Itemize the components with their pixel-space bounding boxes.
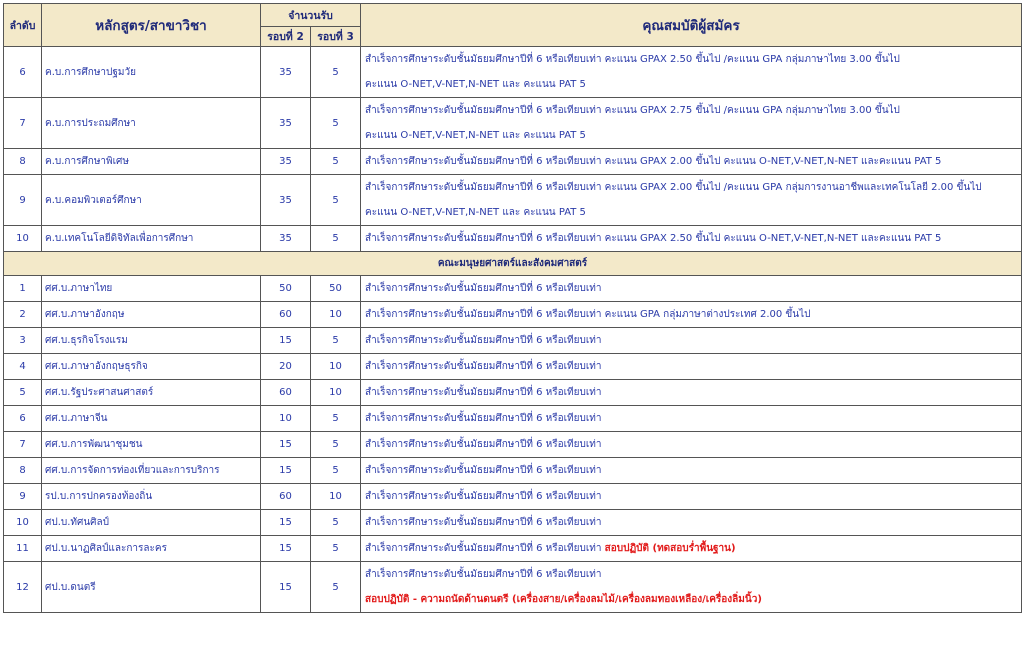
row-round2: 50 xyxy=(261,276,311,302)
row-round3: 5 xyxy=(311,406,361,432)
row-round3: 5 xyxy=(311,432,361,458)
row-program: ศศ.บ.ภาษาจีน xyxy=(42,406,261,432)
table-row xyxy=(4,149,1022,175)
row-qualification: สำเร็จการศึกษาระดับชั้นมัธยมศึกษาปีที่ 6 หรือเทียบเท่า xyxy=(361,406,1022,432)
header-no: ลำดับ xyxy=(4,4,42,47)
row-program: ศป.บ.ทัศนศิลป์ xyxy=(42,510,261,536)
row-round3: 5 xyxy=(311,226,361,252)
row-round2: 60 xyxy=(261,380,311,406)
row-round2: 35 xyxy=(261,47,311,98)
row-round3: 5 xyxy=(311,175,361,226)
qualification-line-1: สำเร็จการศึกษาระดับชั้นมัธยมศึกษาปีที่ 6 หรือเทียบเท่า คะแนน GPAX 2.00 ขึ้นไป /คะแนน GPA กลุ่มการงานอาชีพและเทคโนโลยี 2.00 ขึ้นไป xyxy=(365,182,982,193)
row-round2: 35 xyxy=(261,175,311,226)
row-round2: 15 xyxy=(261,458,311,484)
qualification-line-2: คะแนน O-NET,V-NET,N-NET และ คะแนน PAT 5 xyxy=(365,79,586,90)
row-program: ศศ.บ.ภาษาอังกฤษธุรกิจ xyxy=(42,354,261,380)
table-row xyxy=(4,302,1022,328)
row-round3: 5 xyxy=(311,47,361,98)
qualification-line-2: คะแนน O-NET,V-NET,N-NET และ คะแนน PAT 5 xyxy=(365,130,586,141)
row-qualification xyxy=(361,47,1022,98)
row-no: 3 xyxy=(4,328,42,354)
header-program: หลักสูตร/สาขาวิชา xyxy=(42,4,261,47)
row-no: 10 xyxy=(4,510,42,536)
row-round3: 5 xyxy=(311,536,361,562)
table-row xyxy=(4,328,1022,354)
row-program: ศศ.บ.ภาษาอังกฤษ xyxy=(42,302,261,328)
header-round3: รอบที่ 3 xyxy=(311,27,361,47)
row-round3: 5 xyxy=(311,98,361,149)
row-qualification xyxy=(361,562,1022,613)
practical-exam-note: สอบปฏิบัติ - ความถนัดด้านดนตรี (เครื่องสาย/เครื่องลมไม้/เครื่องลมทองเหลือง/เครื่องลิ่มนิ้ว) xyxy=(365,594,762,605)
row-program: รป.บ.การปกครองท้องถิ่น xyxy=(42,484,261,510)
row-round2: 15 xyxy=(261,510,311,536)
row-no: 7 xyxy=(4,98,42,149)
table-row xyxy=(4,276,1022,302)
row-program: ศศ.บ.รัฐประศาสนศาสตร์ xyxy=(42,380,261,406)
row-qualification: สำเร็จการศึกษาระดับชั้นมัธยมศึกษาปีที่ 6 หรือเทียบเท่า xyxy=(361,510,1022,536)
row-round3: 5 xyxy=(311,328,361,354)
row-round2: 10 xyxy=(261,406,311,432)
qualification-text: สำเร็จการศึกษาระดับชั้นมัธยมศึกษาปีที่ 6 หรือเทียบเท่า xyxy=(365,543,605,554)
row-qualification xyxy=(361,98,1022,149)
row-round2: 35 xyxy=(261,98,311,149)
row-round2: 20 xyxy=(261,354,311,380)
row-qualification xyxy=(361,175,1022,226)
row-round2: 15 xyxy=(261,328,311,354)
table-row xyxy=(4,510,1022,536)
row-qualification: สำเร็จการศึกษาระดับชั้นมัธยมศึกษาปีที่ 6 หรือเทียบเท่า คะแนน GPA กลุ่มภาษาต่างประเทศ 2.00 ขึ้นไป xyxy=(361,302,1022,328)
table-row xyxy=(4,458,1022,484)
row-no: 6 xyxy=(4,47,42,98)
table-row xyxy=(4,380,1022,406)
row-qualification: สำเร็จการศึกษาระดับชั้นมัธยมศึกษาปีที่ 6 หรือเทียบเท่า คะแนน GPAX 2.50 ขึ้นไป คะแนน O-NET,V-NET,N-NET และคะแนน PAT 5 xyxy=(361,226,1022,252)
row-round3: 10 xyxy=(311,484,361,510)
row-no: 8 xyxy=(4,149,42,175)
row-round2: 35 xyxy=(261,149,311,175)
row-qualification: สำเร็จการศึกษาระดับชั้นมัธยมศึกษาปีที่ 6 หรือเทียบเท่า xyxy=(361,484,1022,510)
table-row xyxy=(4,98,1022,149)
row-program: ศศ.บ.การพัฒนาชุมชน xyxy=(42,432,261,458)
row-program: ค.บ.การศึกษาพิเศษ xyxy=(42,149,261,175)
row-no: 9 xyxy=(4,175,42,226)
row-no: 5 xyxy=(4,380,42,406)
admission-table-container xyxy=(3,3,1021,613)
row-round3: 10 xyxy=(311,380,361,406)
row-round2: 15 xyxy=(261,536,311,562)
section-title: คณะมนุษยศาสตร์และสังคมศาสตร์ xyxy=(4,252,1022,276)
table-row xyxy=(4,406,1022,432)
header-quota: จำนวนรับ xyxy=(261,4,361,27)
row-round3: 5 xyxy=(311,149,361,175)
row-round3: 5 xyxy=(311,510,361,536)
row-round3: 10 xyxy=(311,302,361,328)
row-no: 6 xyxy=(4,406,42,432)
row-no: 10 xyxy=(4,226,42,252)
row-no: 8 xyxy=(4,458,42,484)
row-qualification: สำเร็จการศึกษาระดับชั้นมัธยมศึกษาปีที่ 6 หรือเทียบเท่า xyxy=(361,328,1022,354)
row-round3: 10 xyxy=(311,354,361,380)
qualification-line-1: สำเร็จการศึกษาระดับชั้นมัธยมศึกษาปีที่ 6 หรือเทียบเท่า คะแนน GPAX 2.75 ขึ้นไป /คะแนน GPA กลุ่มภาษาไทย 3.00 ขึ้นไป xyxy=(365,105,900,116)
header-qualification: คุณสมบัติผู้สมัคร xyxy=(361,4,1022,47)
table-row xyxy=(4,175,1022,226)
row-round2: 15 xyxy=(261,432,311,458)
table-row xyxy=(4,484,1022,510)
row-program: ศป.บ.นาฏศิลป์และการละคร xyxy=(42,536,261,562)
row-program: ศป.บ.ดนตรี xyxy=(42,562,261,613)
table-row xyxy=(4,47,1022,98)
row-program: ศศ.บ.ธุรกิจโรงแรม xyxy=(42,328,261,354)
row-program: ค.บ.การศึกษาปฐมวัย xyxy=(42,47,261,98)
table-row xyxy=(4,354,1022,380)
practical-exam-note: สอบปฏิบัติ (ทดสอบร่ำพื้นฐาน) xyxy=(604,543,736,554)
row-qualification: สำเร็จการศึกษาระดับชั้นมัธยมศึกษาปีที่ 6 หรือเทียบเท่า xyxy=(361,458,1022,484)
row-qualification: สำเร็จการศึกษาระดับชั้นมัธยมศึกษาปีที่ 6 หรือเทียบเท่า xyxy=(361,380,1022,406)
row-round2: 35 xyxy=(261,226,311,252)
row-program: ศศ.บ.การจัดการท่องเที่ยวและการบริการ xyxy=(42,458,261,484)
row-round2: 15 xyxy=(261,562,311,613)
table-row xyxy=(4,536,1022,562)
admission-table xyxy=(3,3,1022,613)
row-no: 2 xyxy=(4,302,42,328)
row-program: ค.บ.คอมพิวเตอร์ศึกษา xyxy=(42,175,261,226)
qualification-line-2: คะแนน O-NET,V-NET,N-NET และ คะแนน PAT 5 xyxy=(365,207,586,218)
row-no: 12 xyxy=(4,562,42,613)
row-no: 1 xyxy=(4,276,42,302)
row-round3: 50 xyxy=(311,276,361,302)
row-qualification: สำเร็จการศึกษาระดับชั้นมัธยมศึกษาปีที่ 6 หรือเทียบเท่า xyxy=(361,276,1022,302)
row-round2: 60 xyxy=(261,484,311,510)
qualification-line-1: สำเร็จการศึกษาระดับชั้นมัธยมศึกษาปีที่ 6 หรือเทียบเท่า xyxy=(365,569,602,580)
row-qualification: สำเร็จการศึกษาระดับชั้นมัธยมศึกษาปีที่ 6 หรือเทียบเท่า xyxy=(361,354,1022,380)
table-row xyxy=(4,226,1022,252)
row-no: 11 xyxy=(4,536,42,562)
row-round3: 5 xyxy=(311,458,361,484)
row-qualification: สำเร็จการศึกษาระดับชั้นมัธยมศึกษาปีที่ 6 หรือเทียบเท่า คะแนน GPAX 2.00 ขึ้นไป คะแนน O-NET,V-NET,N-NET และคะแนน PAT 5 xyxy=(361,149,1022,175)
qualification-line-1: สำเร็จการศึกษาระดับชั้นมัธยมศึกษาปีที่ 6 หรือเทียบเท่า คะแนน GPAX 2.50 ขึ้นไป /คะแนน GPA กลุ่มภาษาไทย 3.00 ขึ้นไป xyxy=(365,54,900,65)
header-round2: รอบที่ 2 xyxy=(261,27,311,47)
row-round2: 60 xyxy=(261,302,311,328)
row-qualification xyxy=(361,536,1022,562)
table-row xyxy=(4,562,1022,613)
row-program: ค.บ.การประถมศึกษา xyxy=(42,98,261,149)
row-no: 4 xyxy=(4,354,42,380)
row-program: ค.บ.เทคโนโลยีดิจิทัลเพื่อการศึกษา xyxy=(42,226,261,252)
row-no: 7 xyxy=(4,432,42,458)
row-no: 9 xyxy=(4,484,42,510)
row-round3: 5 xyxy=(311,562,361,613)
table-row xyxy=(4,432,1022,458)
row-program: ศศ.บ.ภาษาไทย xyxy=(42,276,261,302)
row-qualification: สำเร็จการศึกษาระดับชั้นมัธยมศึกษาปีที่ 6 หรือเทียบเท่า xyxy=(361,432,1022,458)
section-row xyxy=(4,252,1022,276)
